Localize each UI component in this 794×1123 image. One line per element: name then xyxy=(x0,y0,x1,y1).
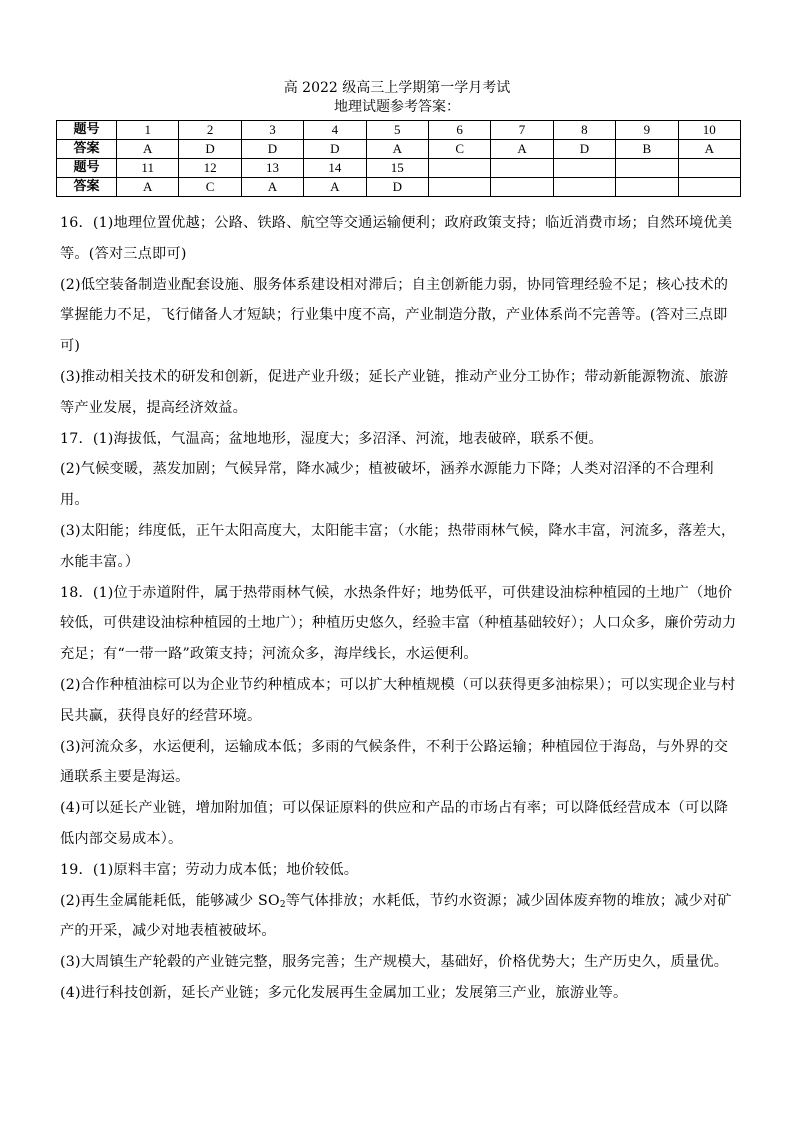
table-cell xyxy=(553,178,615,197)
table-cell xyxy=(428,178,490,197)
table-cell: 15 xyxy=(366,159,428,178)
table-cell: B xyxy=(616,140,678,159)
answer-18-3: (3)河流众多，水运便利，运输成本低；多雨的气候条件，不利于公路运输；种植园位于海岛，与外界的交通联系主要是海运。 xyxy=(60,738,729,786)
table-cell: 13 xyxy=(241,159,303,178)
table-row-label: 题号 xyxy=(57,159,117,178)
table-cell: A xyxy=(366,140,428,159)
table-cell xyxy=(553,159,615,178)
answer-19-2-part-b: 等气体排放；水耗低，节约水资源；减少固体废弃物的堆放；减少对矿产的开采，减少对地表植被破坏。 xyxy=(60,892,732,940)
answer-16-3: (3)推动相关技术的研发和创新，促进产业升级；延长产业链，推动产业分工协作；带动新能源物流、旅游等产业发展，提高经济效益。 xyxy=(60,368,729,416)
table-cell xyxy=(491,178,553,197)
answer-18-1: 18．(1)位于赤道附件，属于热带雨林气候，水热条件好；地势低平，可供建设油棕种植园的土地广（地价较低，可供建设油棕种植园的土地广）；种植历史悠久，经验丰富（种植基础较好）；人口众多，廉价劳动力充足；有“一带一路”政策支持；河流众多，海岸线长，水运便利。 xyxy=(60,584,737,663)
answer-19-2-subscript: 2 xyxy=(279,899,286,910)
table-row xyxy=(57,159,741,178)
table-row-label: 答案 xyxy=(57,178,117,197)
table-cell xyxy=(678,159,740,178)
table-cell: D xyxy=(241,140,303,159)
answer-table-body xyxy=(57,121,741,197)
answer-table xyxy=(56,120,741,197)
table-cell: A xyxy=(117,178,179,197)
answer-19-2-part-a: (2)再生金属能耗低，能够减少 SO xyxy=(60,892,280,909)
answer-19-3: (3)大周镇生产轮毂的产业链完整，服务完善；生产规模大，基础好，价格优势大；生产历史久，质量优。 xyxy=(60,954,729,971)
answer-text xyxy=(60,208,740,1009)
answer-18-2: (2)合作种植油棕可以为企业节约种植成本；可以扩大种植规模（可以获得更多油棕果）；可以实现企业与村民共赢，获得良好的经营环境。 xyxy=(60,676,736,724)
table-cell: A xyxy=(117,140,179,159)
table-cell: 7 xyxy=(491,121,553,140)
table-cell xyxy=(616,178,678,197)
exam-subtitle: 地理试题参考答案： xyxy=(334,99,460,115)
table-cell xyxy=(491,159,553,178)
table-row-label: 答案 xyxy=(57,140,117,159)
table-cell: D xyxy=(179,140,241,159)
table-cell: 5 xyxy=(366,121,428,140)
table-cell: A xyxy=(241,178,303,197)
answer-19-2 xyxy=(60,886,740,948)
table-cell: C xyxy=(179,178,241,197)
table-cell: 14 xyxy=(304,159,366,178)
table-cell: D xyxy=(304,140,366,159)
answer-17-2: (2)气候变暖，蒸发加剧；气候异常，降水减少；植被破坏，涵养水源能力下降；人类对沼泽的不合理利用。 xyxy=(60,461,714,509)
table-cell xyxy=(616,159,678,178)
answer-17-1: 17．(1)海拔低，气温高；盆地地形，湿度大；多沼泽、河流，地表破碎，联系不便。 xyxy=(60,430,603,447)
table-cell: 11 xyxy=(117,159,179,178)
table-row xyxy=(57,178,741,197)
table-cell: D xyxy=(366,178,428,197)
answer-16-1: 16．(1)地理位置优越；公路、铁路、航空等交通运输便利；政府政策支持；临近消费市场；自然环境优美等。(答对三点即可) xyxy=(60,215,733,262)
exam-title: 高 2022 级高三上学期第一学月考试 xyxy=(283,80,511,96)
answer-16-2: (2)低空装备制造业配套设施、服务体系建设相对滞后；自主创新能力弱，协同管理经验不足；核心技术的掌握能力不足，飞行储备人才短缺；行业集中度不高，产业制造分散，产业体系尚不完善等。(答对三点即可) xyxy=(60,276,729,355)
table-cell: A xyxy=(491,140,553,159)
table-cell: 10 xyxy=(678,121,740,140)
table-cell: C xyxy=(428,140,490,159)
table-cell: A xyxy=(304,178,366,197)
table-cell: D xyxy=(553,140,615,159)
table-cell: 12 xyxy=(179,159,241,178)
table-cell xyxy=(428,159,490,178)
table-cell: 3 xyxy=(241,121,303,140)
table-cell: 9 xyxy=(616,121,678,140)
answer-19-1: 19．(1)原料丰富；劳动力成本低；地价较低。 xyxy=(60,861,359,878)
table-row xyxy=(57,121,741,140)
table-cell: A xyxy=(678,140,740,159)
table-cell: 2 xyxy=(179,121,241,140)
table-cell: 1 xyxy=(117,121,179,140)
table-row xyxy=(57,140,741,159)
answer-19-4: (4)进行科技创新，延长产业链；多元化发展再生金属加工业；发展第三产业，旅游业等。 xyxy=(60,984,628,1001)
table-cell: 6 xyxy=(428,121,490,140)
table-row-label: 题号 xyxy=(57,121,117,140)
answer-17-3: (3)太阳能；纬度低，正午太阳高度大，太阳能丰富；（水能；热带雨林气候，降水丰富，河流多，落差大，水能丰富。） xyxy=(60,522,736,570)
table-cell: 4 xyxy=(304,121,366,140)
table-cell xyxy=(678,178,740,197)
answer-18-4: (4)可以延长产业链，增加附加值；可以保证原料的供应和产品的市场占有率；可以降低经营成本（可以降低内部交易成本）。 xyxy=(60,800,729,847)
table-cell: 8 xyxy=(553,121,615,140)
